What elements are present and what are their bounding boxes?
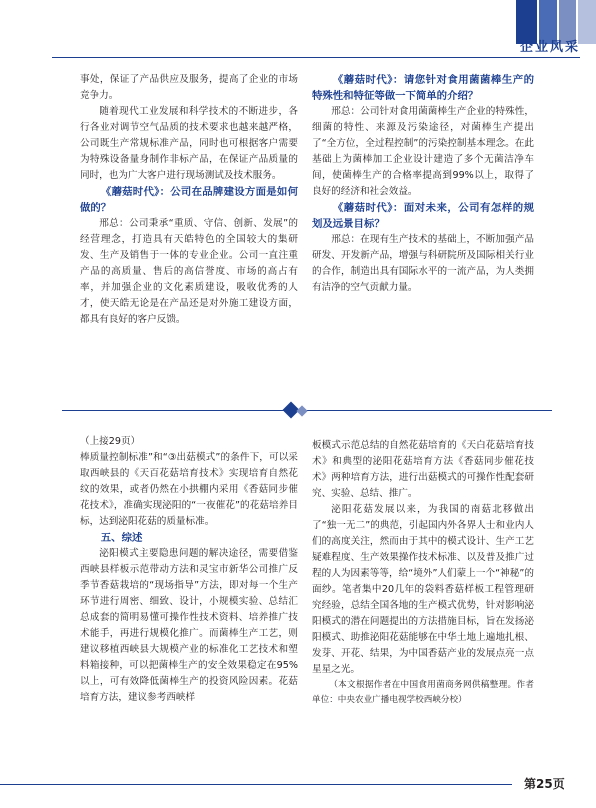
paragraph: 泌阳花菇发展以来，为我国的南菇北移做出了“独一无二”的典范，引起国内外各界人士和业内人们的高度关注，然而由于其中的模式设计、生产工艺疑难程度、生产效果操作技术标准、以及普及推广过程的人为因素等等，给“境外”人们蒙上一个“神秘”的面纱。笔者集中20几年的袋料香菇样板工程管理研究经验，总结全国各地的生产模式优势，针对影响泌阳模式的潜在问题提出的方法措施目标，旨在发扬泌阳模式、助推泌阳花菇能够在中华土地上遍地扎根、发芽、开花、结果，为中国香菇产业的发展点亮一点星星之光。: [312, 504, 534, 675]
top-left-column: [80, 72, 298, 328]
interview-answer: 邢总：在现有生产技术的基础上，不断加强产品研发、开发新产品，增强与科研院所及国际相关行业的合作，制造出具有国际水平的一流产品，为人类拥有洁净的空气贡献力量。: [312, 234, 534, 293]
interview-question: 《蘑菇时代》：请您针对食用菌菌棒生产的特殊性和特征等做一下简单的介绍？: [312, 74, 534, 102]
header-rule: [52, 57, 580, 58]
interview-question: 《蘑菇时代》：公司在品牌建设方面是如何做的？: [80, 186, 298, 214]
interview-question: 《蘑菇时代》：面对未来，公司有怎样的规划及远景目标？: [312, 202, 534, 230]
paragraph: 随着现代工业发展和科学技术的不断进步，各行各业对调节空气品质的技术要求也越来越严格，公司既生产常规标准产品，同时也可根据客户需要为特殊设备量身制作非标产品，在保证产品质量的同时，也为广大客户进行现场测试及技术服务。: [80, 106, 298, 181]
paragraph: 事处，保证了产品供应及服务，提高了企业的市场竞争力。: [80, 74, 298, 101]
section-title: 企业风采: [519, 40, 580, 55]
interview-answer: 邢总：公司秉承“重质、守信、创新、发展”的经营理念，打造具有天皓特色的全国较大的集研发、生产及销售于一体的专业企业。公司一直注重产品的高质量、售后的高信誉度、市场的高占有率，并加强企业的文化素质建设，吸收优秀的人才，使天皓无论是在产品还是对外施工建设方面，都具有良好的客户反馈。: [80, 218, 298, 325]
source-note: （本文根据作者在中国食用菌商务网供稿整理。作者单位：中央农业广播电视学校西峡分校）: [312, 680, 534, 705]
interview-answer: 邢总：公司针对食用菌菌棒生产企业的特殊性，细菌的特性、来源及污染途径，对菌棒生产提出了“全方位，全过程控制”的污染控制基本理念。在此基础上为菌棒加工企业设计建造了多个无菌洁净车间，使菌棒生产的合格率提高到99%以上，取得了良好的经济和社会效益。: [312, 106, 534, 197]
top-right-column: [312, 72, 534, 296]
bottom-left-column: [80, 434, 298, 706]
continued-from-note: （上接29页）: [80, 436, 141, 447]
paragraph: 板模式示范总结的自然花菇培育的《天白花菇培育技术》和典型的泌阳花菇培育方法《香菇同步催花技术》两种培育方法，进行出菇模式的可操作性配套研究、实验、总结、推广。: [312, 440, 534, 499]
footer-rule: [0, 784, 512, 785]
section-divider: [0, 401, 596, 421]
paragraph: 棒质量控制标准”和“③出菇模式”的条件下，可以采取西峡县的《天百花菇培育技术》实现培育自然花纹的效果，或者仍然在小拱棚内采用《香菇同步催花技术》，准确实现泌阳的“一夜催花”的花菇培养目标，达到泌阳花菇的质量标准。: [80, 452, 298, 527]
page-number: 第25页: [524, 777, 565, 791]
header-bar-4: [578, 0, 596, 44]
section-heading: 五、综述: [100, 532, 143, 544]
diamond-ornament-small: [296, 405, 307, 416]
paragraph: 泌阳模式主要隐患问题的解决途径，需要借鉴西峡县样板示范带动方法和灵宝市新华公司推广反季节香菇栽培的“现场指导”方法，即对每一个生产环节进行周密、细致、设计，小规模实验、总结汇总成套的简明易懂可操作性技术资料、培养推广技术能手，再进行规模化推广。而菌棒生产工艺，则建议移植西峡县大规模产业的标准化工艺技术和塑料箱接种，可以把菌棒生产的安全效果稳定在95%以上，可有效降低菌棒生产的投资风险因素。花菇培育方法，建议参考西峡样: [80, 548, 298, 703]
bottom-right-column: [312, 438, 534, 708]
